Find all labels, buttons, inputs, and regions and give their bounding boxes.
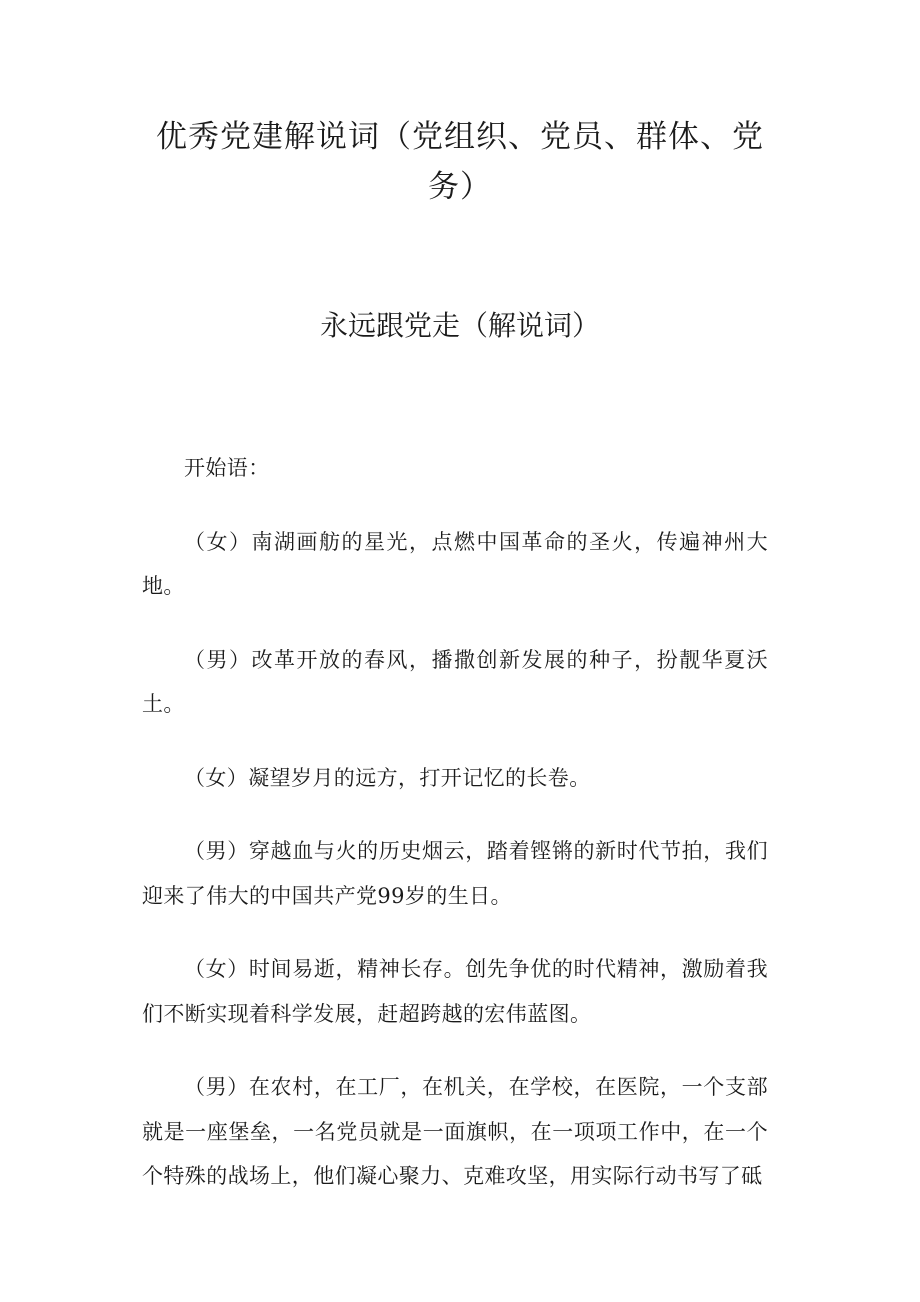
paragraph: （女）南湖画舫的星光，点燃中国革命的圣火，传遍神州大地。: [142, 529, 768, 598]
document-title: 优秀党建解说词（党组织、党员、群体、党务）: [156, 119, 764, 205]
paragraph: （男）穿越血与火的历史烟云，踏着铿锵的新时代节拍，我们迎来了伟大的中国共产党99岁的生日。: [142, 839, 768, 908]
paragraph: （女）凝望岁月的远方，打开记忆的长卷。: [184, 765, 591, 790]
paragraph: （男）在农村，在工厂，在机关，在学校，在医院，一个支部就是一座堡垒，一名党员就是一面旗帜，在一项项工作中，在一个个特殊的战场上，他们凝心聚力、克难攻坚，用实际行动书写了砥: [142, 1075, 768, 1188]
paragraph: （男）改革开放的春风，播撒创新发展的种子，扮靓华夏沃土。: [142, 647, 768, 716]
document-subtitle: 永远跟党走（解说词）: [319, 309, 600, 342]
document-body: [142, 446, 768, 1228]
paragraph: （女）时间易逝，精神长存。创先争优的时代精神，激励着我们不断实现着科学发展，赶超跨越的宏伟蓝图。: [142, 957, 768, 1026]
paragraph-opening: 开始语：: [184, 456, 270, 480]
